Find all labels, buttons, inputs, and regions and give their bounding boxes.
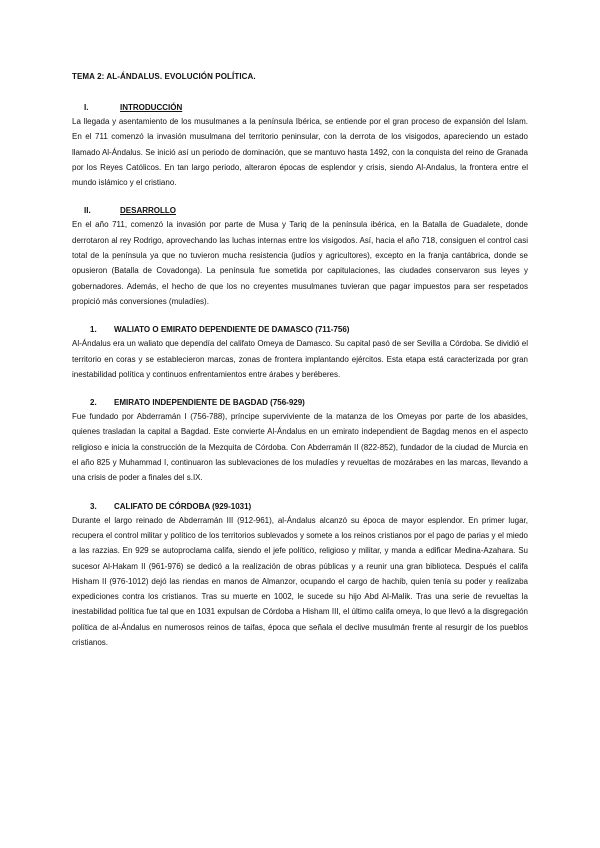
- subsection-number: 3.: [90, 501, 97, 511]
- subsection-heading-text: EMIRATO INDEPENDIENTE DE BAGDAD (756-929): [114, 398, 305, 408]
- document-title: TEMA 2: AL-ÁNDALUS. EVOLUCIÓN POLÍTICA.: [72, 72, 256, 81]
- subsection-heading-text: CALIFATO DE CÓRDOBA (929-1031): [114, 501, 252, 511]
- document-page: [72, 72, 528, 666]
- subsection-paragraph-califato: Durante el largo reinado de Abderramán III (912-961), al-Ándalus alcanzó su época de mayor esplendor. En primer lugar, recupera el control militar y político de los territorios sublevados y somete a los reinos cristianos por el pago de parias y el miedo a las razzias. En 929 se autoproclama califa, siendo el jefe político, religioso y militar, y manda a edificar Medina-Azahara. Su sucesor Al-Hakam II (961-976) se dedicó a la realización de obras públicas y a reunir una gran biblioteca. Después el califa Hisham II (976-1012) dejó las riendas en manos de Almanzor, ocupando el cargo de hachib, quien tenía su poder y realizaba expediciones contra los cristianos. Tras su muerte en 1002, le sucede su hijo Abd Al-Malik. Tras una serie de revueltas la inestabilidad política fue tal que en 1031 expulsan de Córdoba a Hisham III, el último califa omeya, lo que llevó a la disgregación política de al-Ándalus en numerosos reinos de taifas, época que señala el declive musulmán frente al resurgir de los pueblos cristianos.: [72, 515, 528, 648]
- subsection-heading-waliato: [72, 325, 528, 334]
- subsection-heading-emirato: [72, 398, 528, 407]
- section-heading-desarrollo: [72, 206, 528, 215]
- subsection-paragraph-emirato: Fue fundado por Abderramán I (756-788), príncipe superviviente de la matanza de los Omeyas por parte de los abasides, quienes trasladan la capital a Bagdad. Este convierte Al-Ándalus en un emirato independient de Bagdag menos en el aspecto religioso e inicia la construcción de la Mezquita de Córdoba. Con Abderramán II (822-852), fundador de la ciudad de Murcia en el año 825 y Muhammad I, continuaron las sublevaciones de los muladíes y revueltas de mozárabes en las marcas, llevando a una crisis de poder a finales del s.IX.: [72, 412, 528, 483]
- section-heading-introduccion: [72, 103, 528, 112]
- section-paragraph-desarrollo: En el año 711, comenzó la invasión por parte de Musa y Tariq de la península ibérica, en la Batalla de Guadalete, donde derrotaron al rey Rodrigo, aprovechando las luchas internas entre los visigodos. Así, hacia el año 718, consiguen el control casi total de la península ya que no tuvieron mucha resistencia (judíos y agricultores), excepto en la franja cantábrica, donde se opusieron (Batalla de Covadonga). La península fue sometida por capitulaciones, las ciudades conservaron sus leyes y gobernadores. Además, el hecho de que los no creyentes musulmanes tuvieran que pagar impuestos para ser respetados propició más conversiones (muladíes).: [72, 220, 528, 306]
- subsection-number: 2.: [90, 398, 97, 408]
- subsection-heading-text: WALIATO O EMIRATO DEPENDIENTE DE DAMASCO (711-756): [114, 325, 350, 335]
- subsection-paragraph-waliato: Al-Ándalus era un waliato que dependía del califato Omeya de Damasco. Su capital pasó de ser Sevilla a Córdoba. Se dividió el territorio en coras y se establecieron marcas, zonas de frontera implantando ejércitos. Esta etapa está caracterizada por gran inestabilidad política y continuos enfrentamientos entre árabes y beréberes.: [72, 339, 528, 379]
- section-heading-text: INTRODUCCIÓN: [120, 103, 183, 112]
- section-paragraph-introduccion: La llegada y asentamiento de los musulmanes a la península Ibérica, se entiende por el gran proceso de expansión del Islam. En el 711 comenzó la invasión musulmana del territorio peninsular, con la derrota de los visigodos, apareciendo un estado llamado Al-Ándalus. Se inició así un periodo de dominación, que se mantuvo hasta 1492, con la conquista del reino de Granada por los Reyes Católicos. En tan largo periodo, alteraron épocas de esplendor y crisis, siendo Al-Andalus, la frontera entre el mundo islámico y el cristiano.: [72, 117, 528, 188]
- section-number: I.: [84, 103, 89, 112]
- subsection-number: 1.: [90, 325, 97, 335]
- subsection-heading-califato: [72, 502, 528, 511]
- section-heading-text: DESARROLLO: [120, 206, 176, 216]
- section-number: II.: [84, 206, 91, 216]
